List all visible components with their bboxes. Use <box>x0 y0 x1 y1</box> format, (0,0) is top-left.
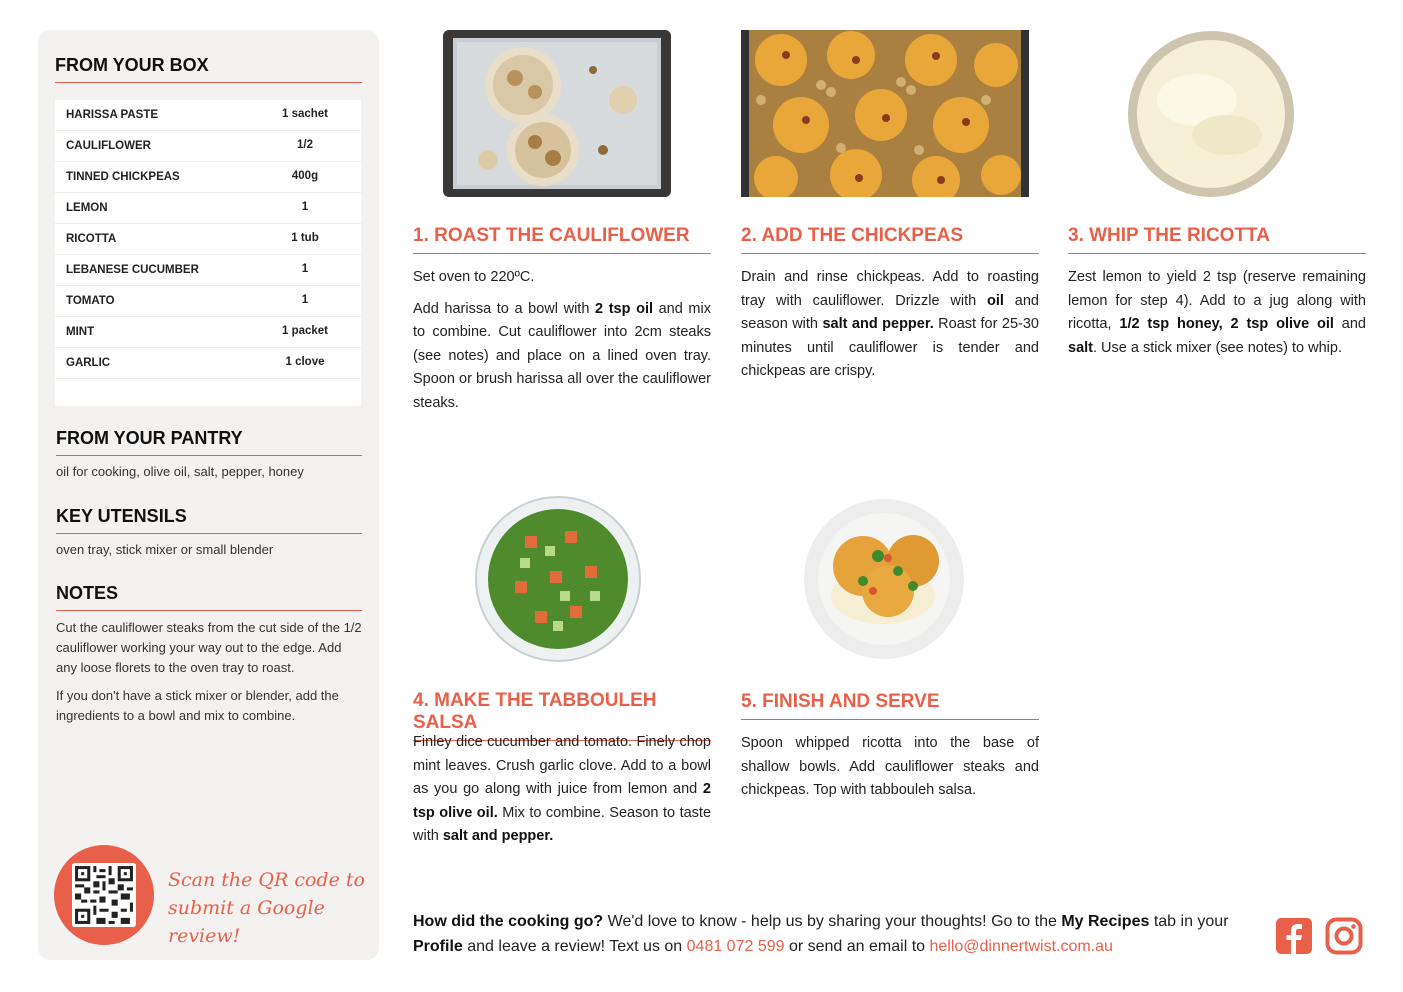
ingredient-qty: 1 clove <box>285 356 325 368</box>
ingredient-qty: 1 packet <box>281 325 329 337</box>
from-your-pantry-title: FROM YOUR PANTRY <box>56 428 362 456</box>
ingredients-table <box>55 100 361 406</box>
ingredient-name: GARLIC <box>66 357 111 369</box>
text-run-bold: salt and pepper. <box>822 316 934 332</box>
text-run: Zest lemon to yield 2 tsp (reserve remaining lemon for step 4). Add to a jug along with ricotta, <box>1068 269 1366 332</box>
phone-link[interactable]: 0481 072 599 <box>686 938 785 955</box>
text-run: and season with <box>741 292 1039 332</box>
utensils-text: oven tray, stick mixer or small blender <box>56 542 274 557</box>
pantry-text: oil for cooking, olive oil, salt, pepper, honey <box>56 464 304 479</box>
whipped-ricotta-photo <box>1127 30 1295 198</box>
ingredient-qty: 1 sachet <box>281 108 329 120</box>
ingredient-qty: 1 <box>301 201 309 213</box>
text-run: Drain and rinse chickpeas. Add to roasting tray with cauliflower. Drizzle with <box>741 269 1039 309</box>
ingredient-name: LEBANESE CUCUMBER <box>66 264 199 276</box>
ingredient-qty: 400g <box>291 170 319 182</box>
text-run: or send an email to <box>784 938 930 955</box>
ingredient-name: CAULIFLOWER <box>66 140 151 152</box>
qr-code-icon <box>72 863 136 927</box>
step-4-p <box>413 731 711 849</box>
notes-title: NOTES <box>56 583 362 611</box>
step-3-p <box>1068 266 1366 360</box>
notes-paragraph: Cut the cauliflower steaks from the cut side of the 1/2 cauliflower working your way out to the edge. Add any loose florets to the oven tray to roast. <box>56 620 362 675</box>
qr-text-line: Scan the QR code to <box>168 869 365 891</box>
table-row <box>55 317 361 348</box>
table-row <box>55 348 361 379</box>
ingredient-name: TOMATO <box>66 295 115 307</box>
step-2-text <box>741 266 1039 392</box>
text-run: . Use a stick mixer (see notes) to whip. <box>1093 339 1342 356</box>
feedback-footer <box>413 909 1263 959</box>
step-4-title: 4. MAKE THE TABBOULEH SALSA <box>413 690 711 741</box>
ingredient-name: TINNED CHICKPEAS <box>66 171 180 183</box>
step-2-title: 2. ADD THE CHICKPEAS <box>741 225 1039 254</box>
table-row <box>55 286 361 317</box>
finished-dish-photo <box>803 496 965 662</box>
text-run: and leave a review! Text us on <box>462 938 687 955</box>
notes-paragraph: If you don't have a stick mixer or blender, add the ingredients to a bowl and mix to combine. <box>56 688 339 723</box>
step-3-text <box>1068 266 1366 368</box>
from-your-box-title: FROM YOUR BOX <box>55 55 362 83</box>
text-run: and mix to combine. Cut cauliflower into 2cm steaks (see notes) and place on a lined oven tray. Spoon or brush harissa all over the cauliflower steaks. <box>413 300 711 411</box>
ingredient-name: LEMON <box>66 202 108 214</box>
ingredient-name: MINT <box>66 326 95 338</box>
key-utensils-title: KEY UTENSILS <box>56 506 362 534</box>
ingredient-qty: 1/2 <box>297 139 313 151</box>
step-1-text <box>413 266 711 423</box>
ingredient-name: HARISSA PASTE <box>66 109 159 121</box>
text-run: and <box>1333 316 1366 332</box>
table-row <box>55 255 361 286</box>
step-1-p1: Set oven to 220ºC. <box>413 269 535 285</box>
text-run: tab in your <box>1149 913 1229 930</box>
table-row <box>55 100 361 131</box>
step-5-title: 5. FINISH AND SERVE <box>741 691 1039 720</box>
step-5-text <box>741 732 1039 811</box>
table-row <box>55 193 361 224</box>
qr-call-to-action <box>168 866 368 950</box>
ingredient-name: RICOTTA <box>66 233 117 245</box>
step-1-title: 1. ROAST THE CAULIFLOWER <box>413 225 711 254</box>
table-row <box>55 162 361 193</box>
table-row <box>55 131 361 162</box>
add-chickpeas-photo <box>741 30 1029 197</box>
ingredients-sidebar <box>38 30 379 960</box>
email-link[interactable]: hello@dinnertwist.com.au <box>929 938 1113 955</box>
step-2-p <box>741 266 1039 384</box>
text-run-bold: 2 tsp olive oil. <box>413 781 711 821</box>
tabbouleh-salsa-photo <box>475 496 641 662</box>
step-4-text <box>413 731 711 857</box>
text-run: Finley dice cucumber and tomato. Finely chop mint leaves. Crush garlic clove. Add to a bowl as you go along with juice from lemon and <box>413 734 711 797</box>
ingredient-qty: 1 <box>301 294 309 306</box>
text-run-bold: salt and pepper. <box>442 828 554 844</box>
text-run-bold: 2 tsp oil <box>595 300 653 317</box>
step-1-p2 <box>413 298 711 416</box>
text-run-bold: salt <box>1068 339 1093 356</box>
instagram-icon[interactable] <box>1325 917 1363 955</box>
footer-question: How did the cooking go? <box>413 913 604 930</box>
table-row <box>55 224 361 255</box>
my-recipes-link[interactable]: My Recipes <box>1061 913 1150 930</box>
text-run-bold: 1/2 tsp honey, 2 tsp olive oil <box>1119 316 1334 332</box>
roast-cauliflower-photo <box>443 30 671 197</box>
step-3-title: 3. WHIP THE RICOTTA <box>1068 225 1366 254</box>
text-run: Roast for 25-30 minutes until cauliflower is tender and chickpeas are crispy. <box>741 316 1039 379</box>
step-5-p: Spoon whipped ricotta into the base of shallow bowls. Add cauliflower steaks and chickpeas. Top with tabbouleh salsa. <box>741 735 1039 798</box>
text-run: Add harissa to a bowl with <box>413 300 596 317</box>
qr-code-badge[interactable] <box>54 845 154 945</box>
profile-link[interactable]: Profile <box>413 938 463 955</box>
text-run-bold: oil <box>987 292 1004 309</box>
text-run: Mix to combine. Season to taste with <box>413 804 712 844</box>
ingredient-qty: 1 tub <box>291 232 319 244</box>
ingredient-qty: 1 <box>301 263 309 275</box>
facebook-icon[interactable] <box>1275 917 1313 955</box>
text-run: We'd love to know - help us by sharing your thoughts! Go to the <box>603 913 1062 930</box>
qr-text-line: submit a Google review! <box>168 897 325 947</box>
